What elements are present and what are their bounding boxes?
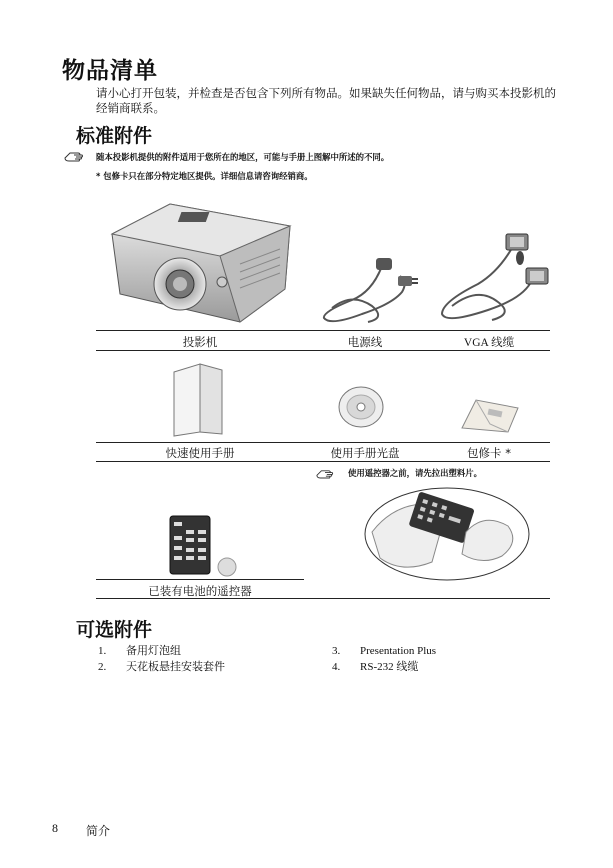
accessories-region-note: 随本投影机提供的附件适用于您所在的地区，可能与手册上图解中所述的不同。	[96, 152, 390, 162]
intro-paragraph: 请小心打开包装，并检查是否包含下列所有物品。如果缺失任何物品，请与购买本投影机的经销商联系。	[96, 86, 556, 115]
table-rule	[96, 442, 550, 443]
warranty-card-image	[458, 394, 522, 434]
table-rule	[96, 598, 550, 599]
power-cord-image	[312, 252, 420, 328]
remote-control-image	[168, 514, 212, 576]
optional-list-left	[98, 643, 225, 675]
optional-accessories-heading: 可选附件	[76, 619, 153, 641]
item-remote-label: 已装有电池的遥控器	[148, 584, 252, 598]
item-warranty-card-label: 包修卡 *	[467, 446, 511, 460]
page-title: 物品清单	[62, 58, 158, 84]
table-rule	[96, 461, 550, 462]
warranty-card-note: * 包修卡只在部分特定地区提供。详细信息请咨询经销商。	[96, 171, 313, 181]
page-number: 8	[52, 821, 58, 835]
manual-cd-image	[336, 384, 386, 430]
item-vga-cable-label: VGA 线缆	[463, 337, 515, 349]
vga-cable-image	[428, 228, 552, 328]
item-quick-guide-label: 快速使用手册	[165, 446, 235, 460]
standard-accessories-heading: 标准附件	[76, 125, 153, 147]
projector-image	[100, 194, 300, 326]
optional-list-right	[332, 643, 436, 675]
list-item: 1. 备用灯泡组	[98, 644, 181, 657]
list-item: 3. Presentation Plus	[332, 645, 437, 657]
remote-tab-illustration	[362, 482, 532, 584]
table-rule	[96, 350, 550, 351]
note-hand-icon	[64, 149, 84, 163]
note-hand-icon	[316, 467, 334, 480]
list-item: 2. 天花板悬挂安装套件	[98, 660, 225, 673]
remote-tab-note: 使用遥控器之前，请先拉出塑料片。	[348, 468, 482, 478]
table-rule	[96, 579, 304, 580]
quick-guide-image	[170, 362, 226, 438]
item-manual-cd-label: 使用手册光盘	[330, 446, 400, 460]
list-item: 4. RS-232 线缆	[332, 661, 419, 673]
battery-image	[216, 556, 238, 578]
section-name: 简介	[86, 824, 111, 838]
item-projector-label: 投影机	[182, 335, 218, 349]
table-rule	[96, 330, 550, 331]
item-power-cord-label: 电源线	[347, 335, 383, 349]
